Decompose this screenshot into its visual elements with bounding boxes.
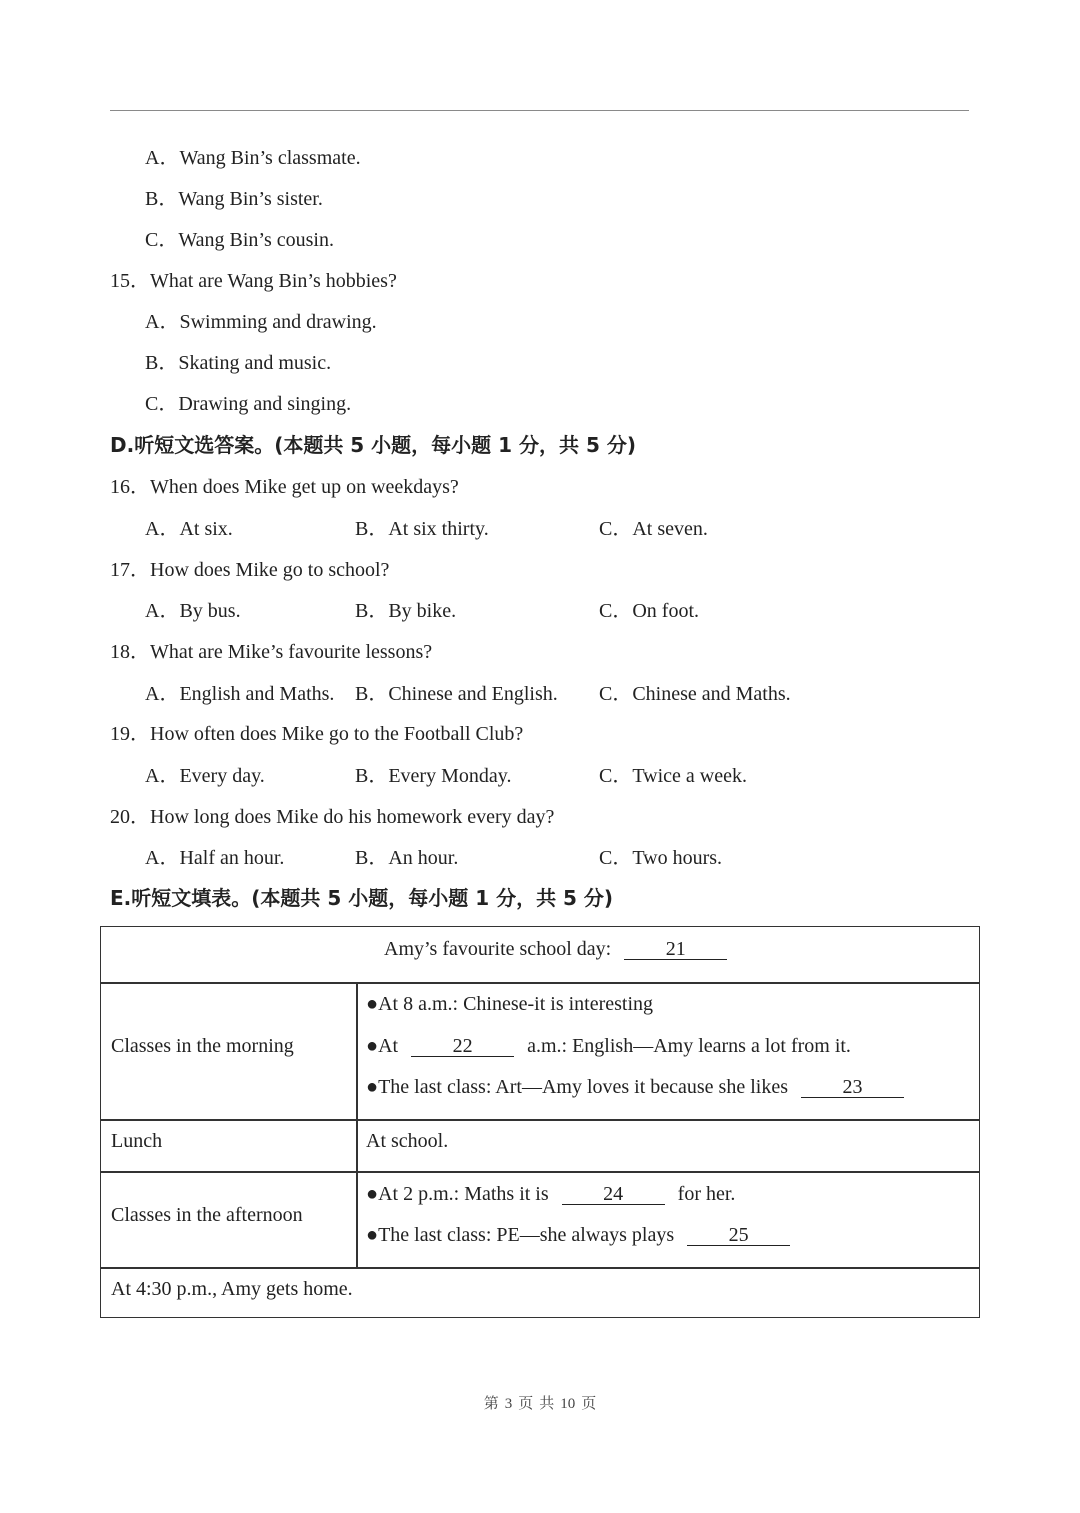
- footer-text: 第: [483, 1396, 499, 1412]
- morning-item-1: ●At 8 a.m.: Chinese-it is interesting: [366, 993, 654, 1015]
- table-divider: [101, 982, 979, 984]
- section-d-heading: D.听短文选答案。(本题共 5 小题，每小题 1 分，共 5 分): [110, 433, 637, 457]
- q19-option-b: B．Every Monday.: [355, 765, 512, 787]
- q14-option-a: [145, 145, 361, 171]
- table-divider: [101, 1267, 979, 1269]
- afternoon-item-2-start: ●The last class: PE—she always plays: [366, 1224, 675, 1246]
- question-17: 17．How does Mike go to school?: [110, 559, 390, 581]
- question-15: 15．What are Wang Bin’s hobbies?: [110, 270, 397, 292]
- blank-25[interactable]: 25: [687, 1225, 790, 1246]
- page-total: 10: [560, 1396, 576, 1412]
- option-letter: C．: [145, 229, 179, 251]
- section-e-heading: E.听短文填表。(本题共 5 小题，每小题 1 分，共 5 分): [110, 886, 614, 910]
- q16-option-a: A．At six.: [145, 518, 233, 540]
- q15-option-c: [145, 391, 351, 417]
- q15-option-b: [145, 350, 331, 376]
- table-column-divider: [356, 982, 358, 1267]
- option-letter: C．: [145, 393, 179, 415]
- afternoon-item-1-end: for her.: [677, 1183, 736, 1205]
- q18-option-a: A．English and Maths.: [145, 683, 335, 705]
- afternoon-item-1-start: ●At 2 p.m.: Maths it is: [366, 1183, 549, 1205]
- afternoon-label: Classes in the afternoon: [111, 1204, 303, 1226]
- lunch-label: Lunch: [111, 1130, 163, 1152]
- table-title: Amy’s favourite school day:: [384, 938, 612, 960]
- option-text: Skating and music.: [178, 352, 332, 374]
- q16-option-b: B．At six thirty.: [355, 518, 489, 540]
- q17-option-a: A．By bus.: [145, 600, 241, 622]
- option-text: Wang Bin’s cousin.: [178, 229, 334, 251]
- option-letter: A．: [145, 147, 180, 169]
- question-20: 20．How long does Mike do his homework every day?: [110, 806, 555, 828]
- arrival-note: At 4:30 p.m., Amy gets home.: [111, 1278, 353, 1300]
- footer-text: 页: [581, 1396, 597, 1412]
- option-letter: A．: [145, 311, 180, 333]
- morning-label: Classes in the morning: [111, 1035, 294, 1057]
- footer-text: 页: [518, 1396, 534, 1412]
- table-divider: [101, 1171, 979, 1173]
- question-18: 18．What are Mike’s favourite lessons?: [110, 641, 433, 663]
- morning-item-2: [366, 1033, 851, 1059]
- q18-option-b: B．Chinese and English.: [355, 683, 558, 705]
- afternoon-item-2: [366, 1222, 790, 1248]
- afternoon-item-1: [366, 1181, 735, 1207]
- question-16: 16．When does Mike get up on weekdays?: [110, 476, 459, 498]
- table-title-row: [384, 936, 727, 962]
- q20-option-c: C．Two hours.: [599, 847, 723, 869]
- blank-22[interactable]: 22: [411, 1036, 514, 1057]
- q20-option-b: B．An hour.: [355, 847, 459, 869]
- option-text: Wang Bin’s sister.: [178, 188, 323, 210]
- q18-option-c: C．Chinese and Maths.: [599, 683, 791, 705]
- morning-item-3: [366, 1074, 904, 1100]
- table-divider: [101, 1119, 979, 1121]
- blank-23[interactable]: 23: [801, 1077, 904, 1098]
- q17-option-c: C．On foot.: [599, 600, 699, 622]
- footer-text: 共: [539, 1396, 555, 1412]
- q19-option-a: A．Every day.: [145, 765, 265, 787]
- option-text: Wang Bin’s classmate.: [179, 147, 361, 169]
- blank-21[interactable]: 21: [624, 939, 727, 960]
- blank-24[interactable]: 24: [562, 1184, 665, 1205]
- question-19: 19．How often does Mike go to the Football Club?: [110, 723, 524, 745]
- q15-option-a: [145, 309, 377, 335]
- lunch-value: At school.: [366, 1130, 449, 1152]
- page-number: 3: [504, 1396, 513, 1412]
- morning-item-2-start: ●At: [366, 1035, 399, 1057]
- header-rule: [110, 110, 969, 111]
- q20-option-a: A．Half an hour.: [145, 847, 285, 869]
- option-text: Swimming and drawing.: [179, 311, 377, 333]
- morning-item-3-start: ●The last class: Art—Amy loves it because she likes: [366, 1076, 788, 1098]
- q16-option-c: C．At seven.: [599, 518, 708, 540]
- option-letter: B．: [145, 188, 179, 210]
- fill-in-table: [100, 926, 980, 1318]
- option-letter: B．: [145, 352, 179, 374]
- page-footer: [0, 1392, 1080, 1413]
- morning-item-2-end: a.m.: English—Amy learns a lot from it.: [527, 1035, 851, 1057]
- q14-option-b: [145, 186, 323, 212]
- option-text: Drawing and singing.: [178, 393, 352, 415]
- q19-option-c: C．Twice a week.: [599, 765, 747, 787]
- q14-option-c: [145, 227, 334, 253]
- q17-option-b: B．By bike.: [355, 600, 457, 622]
